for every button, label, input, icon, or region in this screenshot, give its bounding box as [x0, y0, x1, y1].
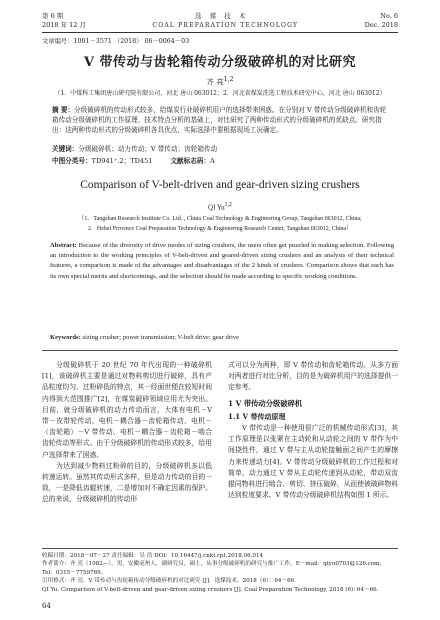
- keywords-en: [50, 334, 394, 343]
- body-paragraph: 分级破碎机于 20 世纪 70 年代出现的一种破碎机[1]，该破碎机主要是通过对物料剪切进行破碎，具有产品粒度均匀、过粉碎低的特点，其一经面世便在较短时间内得到大范围推广[2]，在煤炭破碎领域应用尤为突出。目前，就分级破碎机的动力传动而言，大体有电机－V 带－皮带轮传动、电机－耦合器－齿轮箱传动、电机－（齿轮箱）－V 带传动、电机－耦合器－齿轮箱－啮合齿轮传动等形式。由于分级破碎机的传动形式较多，给用户选择带来了困惑。: [42, 361, 212, 459]
- author-en: [0, 202, 440, 213]
- footnote-received: 收稿日期：2018－07－27 责任编辑：吴 浩 DOI：10.16447/j.cnki.cpt.2018.06.014: [42, 553, 264, 559]
- title-cn: V 带传动与齿轮箱传动分级破碎机的对比研究: [83, 55, 357, 70]
- affiliation-en: [42, 214, 398, 234]
- footnote-author-bio: 作者简介：齐 亮（1982—），男，安徽亳州人，副研究员，硕士，从事分级破碎机的研究与推广工作。E－mail：qiyu0703@126.com；Tel：0315－7759769。: [42, 561, 386, 576]
- affiliation-en-1: （1．Tangshan Research Institute Co. Ltd. , China Coal Technology & Engineering Group, Tangshan 063012, China;: [78, 216, 362, 222]
- date-cn: 2018 年 12 月: [42, 21, 87, 29]
- keywords-cn: [52, 145, 392, 154]
- section-heading: 1 V 带传动分级破碎机: [228, 398, 303, 408]
- keywords-cn-text: 分级破碎机；动力传动；V 带传动；齿轮箱传动: [78, 145, 218, 153]
- doc-code-label: 文献标志码：: [170, 157, 211, 165]
- footnote-citation-cn: 引用格式：齐 亮．V 带传动与齿轮箱传动分级破碎机的对比研究 [J]．选煤技术，2018（6）：64－66．: [42, 578, 300, 585]
- running-header: [42, 12, 398, 33]
- class-cn-label: 中图分类号：: [52, 157, 92, 165]
- journal-name-cn: 选 煤 技 术: [195, 12, 249, 20]
- abstract-cn: [52, 105, 392, 135]
- issue-en: No. 6: [380, 12, 398, 20]
- author-cn-sup: 1,2: [223, 76, 234, 83]
- body-paragraph: V 带传动是一种使用很广泛的机械传动形式[3]，其工作原理是以张紧在主动轮和从动轮之间的 V 带作为中间挠性件，通过 V 带与主从动轮接触面之间产生的摩擦力来传递动力[4]。V 带传动分级破碎机的工作过程和对简单，动力通过 V 带从主动轮传递到从动轮，带动双齿辊同物料进行啮合、剪切、挤压破碎，从而使被破碎物料达到粒度要求。V 带传动分级破碎机结构如图 1 所示。: [228, 424, 398, 500]
- abstract-cn-text: 分级破碎机的传动形式较多，给煤炭行业破碎机用户的选择带来困惑。在分别对 V 带传动分级破碎机和齿轮箱传动分级破碎机的工作原理、技术特点分析的基础上，对比研究了两种传动形式的分级破碎机的优缺点。研究指出：这两种传动形式的分级破碎机各具优点，实际选择中要根据现场工况确定。: [52, 106, 387, 134]
- abstract-en: [50, 241, 394, 282]
- issue-cn: 第 6 期: [42, 12, 64, 20]
- author-cn: [0, 76, 440, 88]
- doc-code-value: A: [210, 157, 215, 165]
- footnotes: [42, 548, 398, 594]
- author-cn-name: 齐 亮: [206, 77, 224, 87]
- author-en-sup: 1,2: [224, 202, 232, 208]
- body-right-column: [228, 360, 398, 501]
- classification-cn: [52, 157, 392, 166]
- subsection-heading: 1.1 V 带传动原理: [228, 411, 286, 421]
- body-left-column: [42, 360, 212, 506]
- article-number: 文章编号：1001－3571 （2018） 06－0064－03: [42, 38, 190, 45]
- body-paragraph: 为达到减少物料过粉碎的目的，分级破碎机多以低转速运转。虽然其传动形式多样，但是动力传动的目的一致，一是降低齿辊转速，二是增加对不确定因素的保护。总的来说，分级破碎机的传动形: [42, 461, 212, 504]
- keywords-en-label: Keywords:: [50, 334, 81, 341]
- divider: [42, 350, 398, 351]
- page-number: 64: [42, 602, 51, 610]
- keywords-cn-label: 关键词：: [52, 145, 79, 153]
- footnote-citation-en: QI Yu. Comparison of V-belt-driven and gear-driven sizing crushers [J]. Coal Preparation Technology, 2018 (6): 64－66.: [42, 586, 379, 593]
- abstract-en-label: Abstract:: [50, 242, 77, 249]
- date-en: Dec. 2018: [364, 21, 398, 29]
- affiliation-en-2: 2．Hebei Province Coal Preparation Technology & Engineering Research Center, Tangshan 063012, China）: [87, 226, 353, 232]
- class-cn-value: TD941⁺.2；TD451: [91, 157, 153, 165]
- journal-name-en: COAL PREPARATION TECHNOLOGY: [152, 22, 299, 29]
- abstract-cn-label: 摘 要：: [52, 106, 75, 114]
- abstract-en-text: Because of the diversity of drive modes of sizing crushers, the users often get puzzled in making selection. Following an introduction to the working principles of V-belt-driven and geared-driven sizing crushers and an analysis of their technical features, a comparison is made of the advantages and disadvantages of the 2 kinds of crushers. Comparison shows that each has its own special merits and shortcomings, and the selection should be made according to specific working conditions.: [50, 242, 394, 280]
- author-en-name: QI Yu: [208, 203, 225, 212]
- affiliation-cn: （1．中煤科工集团唐山研究院有限公司，河北 唐山 063012；2．河北省煤炭洗选工程技术研究中心，河北 唐山 063012）: [54, 90, 386, 97]
- title-en: Comparison of V-belt-driven and gear-driven sizing crushers: [80, 179, 360, 191]
- keywords-en-text: sizing crusher; power transmission; V-belt drive; gear drive: [82, 334, 240, 341]
- body-paragraph: 式可以分为两种，即 V 带传动和齿轮箱传动。从多方面对两者进行对比分析，目的是为破碎机用户的选择提供一定参考。: [228, 361, 398, 392]
